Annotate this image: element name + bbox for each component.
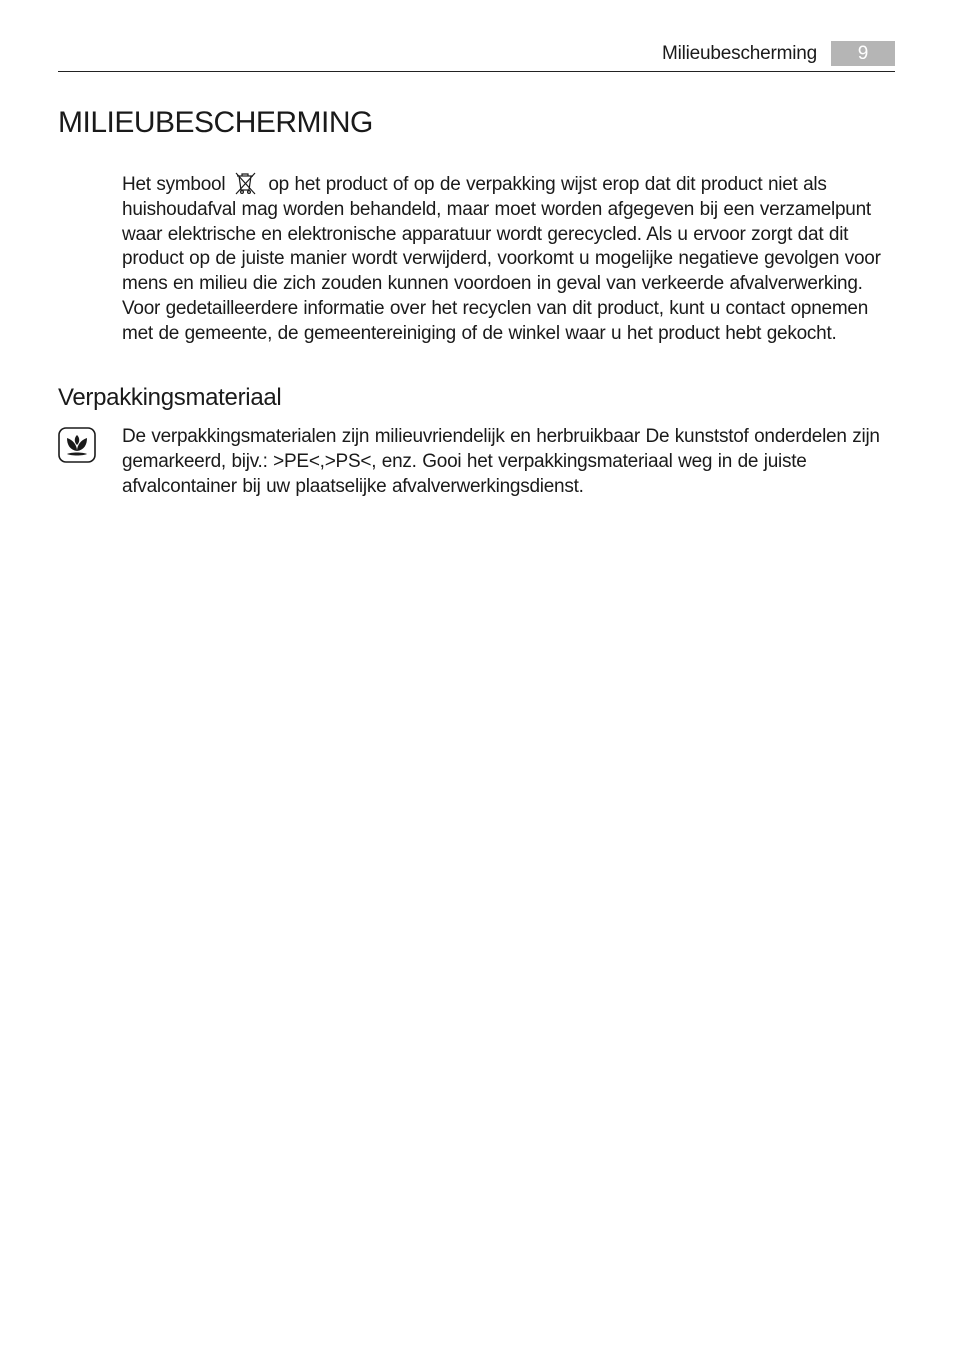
page-header	[58, 40, 895, 72]
header-section-title: Milieubescherming	[661, 43, 817, 64]
symbol-paragraph-intro: Het symbool	[122, 174, 226, 195]
page-number: 9	[831, 41, 895, 66]
packaging-heading: Verpakkingsmateriaal	[58, 384, 282, 411]
packaging-paragraph: De verpakkingsmaterialen zijn milieuvriendelijk en herbruikbaar De kunststof onderdelen zijn gemarkeerd, bijv.: >PE<,>PS<, enz. Gooi het verpakkingsmateriaal weg in de juiste afvalcontainer bij uw plaatselijke afvalverwerkingsdienst.	[122, 426, 880, 497]
environment-flower-icon	[58, 427, 96, 463]
crossed-out-wheelie-bin-icon	[233, 170, 259, 196]
symbol-paragraph-text: op het product of op de verpakking wijst erop dat dit product niet als huishoudafval mag worden behandeld, maar moet worden afgegeven bij een verzamelpunt waar elektrische en elektronische apparatuur wordt gerecycled. Als u ervoor zorgt dat dit product op de juiste manier wordt verwijderd, voorkomt u mogelijke negatieve gevolgen voor mens en milieu die zich zouden kunnen voordoen in geval van verkeerde afvalverwerking. Voor gedetailleerdere informatie over het recyclen van dit product, kunt u contact opnemen met de gemeente, de gemeentereiniging of de winkel waar u het product hebt gekocht.	[122, 174, 881, 344]
symbol-paragraph	[122, 170, 894, 347]
page-title: MILIEUBESCHERMING	[58, 106, 373, 139]
